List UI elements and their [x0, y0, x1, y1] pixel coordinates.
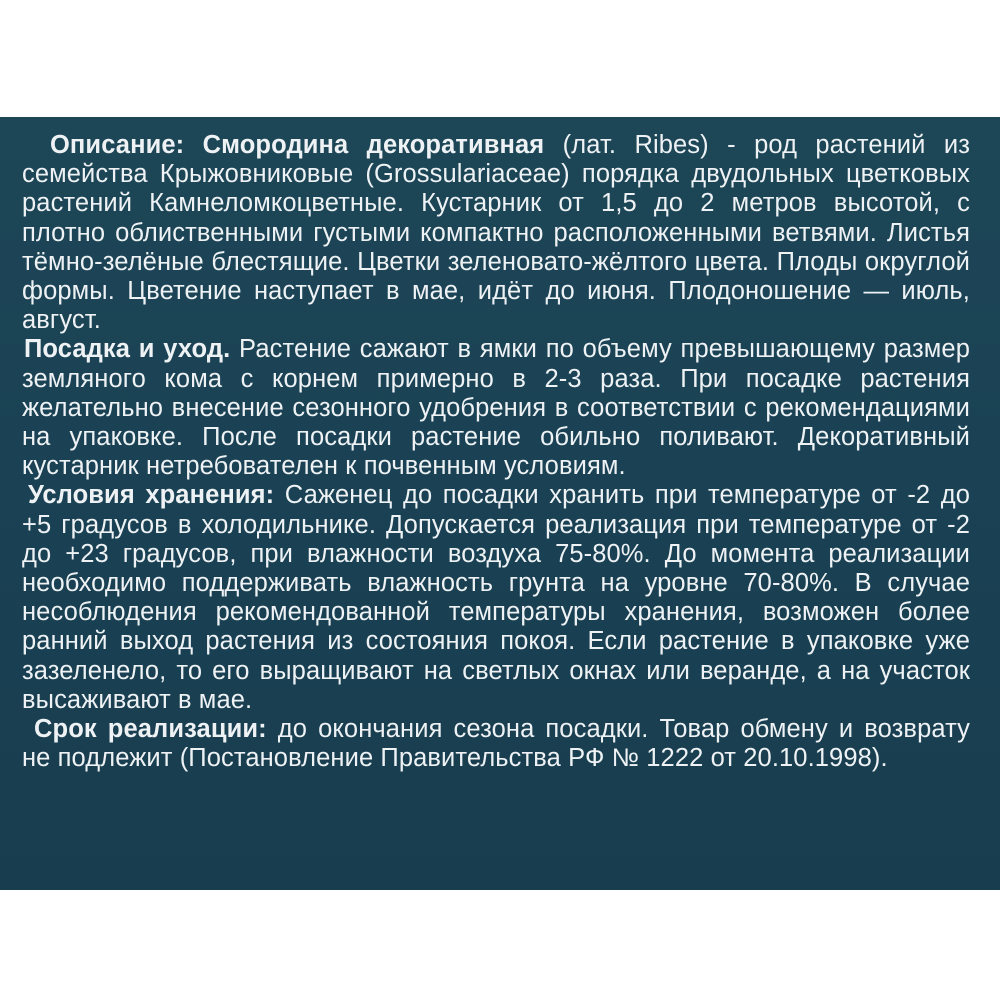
planting-heading: Посадка и уход.: [24, 335, 231, 364]
description-body: (лат. Ribes) - род растений из семейства Крыжовниковые (Grossulariaceae) порядка двудольных цветковых растений Камнеломкоцветные. Кустарник от 1,5 до 2 метров высотой, с плотно облиственными густыми компактно расположенными ветвями. Листья тёмно-зелёные блестящие. Цветки зеленовато-жёлтого цвета. Плоды округлой формы. Цветение наступает в мае, идёт до июня. Плодоношение — июль, август.: [22, 131, 970, 335]
planting-paragraph: [22, 335, 970, 481]
shelf-life-body: до окончания сезона посадки. Товар обмену и возврату не подлежит (Постановление Правительства РФ № 1222 от 20.10.1998).: [22, 715, 970, 773]
product-label-panel: [0, 117, 1000, 890]
shelf-life-heading: Срок реализации:: [34, 715, 267, 744]
description-heading: Описание: Смородина декоративная: [50, 131, 545, 159]
shelf-life-paragraph: [22, 715, 970, 773]
description-text-block: [22, 131, 970, 773]
description-paragraph: [22, 131, 970, 335]
storage-heading: Условия хранения:: [28, 481, 275, 510]
storage-paragraph: [22, 481, 970, 715]
storage-body: Саженец до посадки хранить при температуре от -2 до +5 градусов в холодильнике. Допускается реализация при температуре от -2 до +23 градусов, при влажности воздуха 75-80%. До момента реализации необходимо поддерживать влажность грунта на уровне 70-80%. В случае несоблюдения рекомендованной температуры хранения, возможен более ранний выход растения из состояния покоя. Если растение в упаковке уже зазеленело, то его выращивают на светлых окнах или веранде, а на участок высаживают в мае.: [22, 481, 970, 714]
planting-body: Растение сажают в ямки по объему превышающему размер земляного кома с корнем примерно в 2-3 раза. При посадке растения желательно внесение сезонного удобрения в соответствии с рекомендациями на упаковке. После посадки растение обильно поливают. Декоративный кустарник нетребователен к почвенным условиям.: [22, 335, 970, 481]
